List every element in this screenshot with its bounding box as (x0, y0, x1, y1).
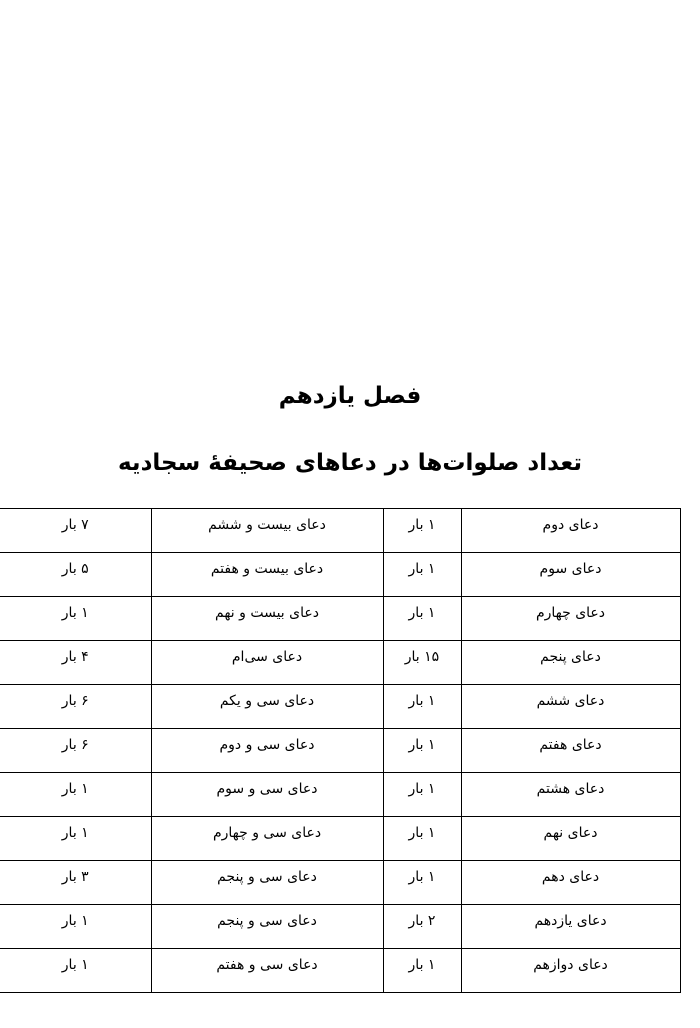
salawat-count-cell: ۱ بار (0, 597, 151, 641)
prayer-name-cell: دعای هشتم (461, 773, 680, 817)
table-row (0, 949, 680, 993)
salawat-count-cell: ۲ بار (383, 905, 461, 949)
prayer-name-cell: دعای سی و پنجم (151, 861, 383, 905)
table-body (0, 509, 680, 993)
prayer-name-cell: دعای ششم (461, 685, 680, 729)
salawat-count-cell: ۱ بار (383, 685, 461, 729)
prayer-name-cell: دعای هفتم (461, 729, 680, 773)
chapter-title: فصل یازدهم (278, 383, 422, 409)
salawat-count-cell: ۱ بار (383, 861, 461, 905)
prayer-name-cell: دعای سی‌ام (151, 641, 383, 685)
table-row (0, 905, 680, 949)
salawat-table-container (0, 508, 680, 993)
prayer-name-cell: دعای سی و چهارم (151, 817, 383, 861)
prayer-name-cell: دعای سی و پنجم (151, 905, 383, 949)
salawat-count-cell: ۳ بار (0, 861, 151, 905)
prayer-name-cell: دعای سی و هفتم (151, 949, 383, 993)
prayer-name-cell: دعای چهارم (461, 597, 680, 641)
salawat-count-cell: ۶ بار (0, 685, 151, 729)
table-row (0, 685, 680, 729)
salawat-count-cell: ۱ بار (383, 773, 461, 817)
salawat-count-cell: ۱ بار (383, 509, 461, 553)
table-row (0, 861, 680, 905)
prayer-name-cell: دعای بیست و هفتم (151, 553, 383, 597)
prayer-name-cell: دعای بیست و ششم (151, 509, 383, 553)
table-row (0, 729, 680, 773)
salawat-count-cell: ۱ بار (383, 729, 461, 773)
prayer-name-cell: دعای نهم (461, 817, 680, 861)
section-title: تعداد صلوات‌ها در دعاهای صحیفهٔ سجادیه (117, 450, 582, 476)
table-row (0, 509, 680, 553)
prayer-name-cell: دعای بیست و نهم (151, 597, 383, 641)
prayer-name-cell: دعای سوم (461, 553, 680, 597)
salawat-count-cell: ۱ بار (383, 597, 461, 641)
table-row (0, 597, 680, 641)
table-row (0, 817, 680, 861)
salawat-count-cell: ۵ بار (0, 553, 151, 597)
prayer-name-cell: دعای یازدهم (461, 905, 680, 949)
table-row (0, 773, 680, 817)
salawat-count-cell: ۱ بار (0, 949, 151, 993)
salawat-count-cell: ۱۵ بار (383, 641, 461, 685)
salawat-count-cell: ۱ بار (383, 817, 461, 861)
table-row (0, 553, 680, 597)
salawat-count-table (0, 508, 681, 993)
table-row (0, 641, 680, 685)
salawat-count-cell: ۱ بار (0, 905, 151, 949)
prayer-name-cell: دعای پنجم (461, 641, 680, 685)
prayer-name-cell: دعای سی و یکم (151, 685, 383, 729)
prayer-name-cell: دعای سی و دوم (151, 729, 383, 773)
salawat-count-cell: ۶ بار (0, 729, 151, 773)
prayer-name-cell: دعای دوم (461, 509, 680, 553)
prayer-name-cell: دعای دوازهم (461, 949, 680, 993)
prayer-name-cell: دعای دهم (461, 861, 680, 905)
salawat-count-cell: ۱ بار (383, 949, 461, 993)
prayer-name-cell: دعای سی و سوم (151, 773, 383, 817)
salawat-count-cell: ۱ بار (383, 553, 461, 597)
salawat-count-cell: ۷ بار (0, 509, 151, 553)
salawat-count-cell: ۴ بار (0, 641, 151, 685)
salawat-count-cell: ۱ بار (0, 817, 151, 861)
salawat-count-cell: ۱ بار (0, 773, 151, 817)
